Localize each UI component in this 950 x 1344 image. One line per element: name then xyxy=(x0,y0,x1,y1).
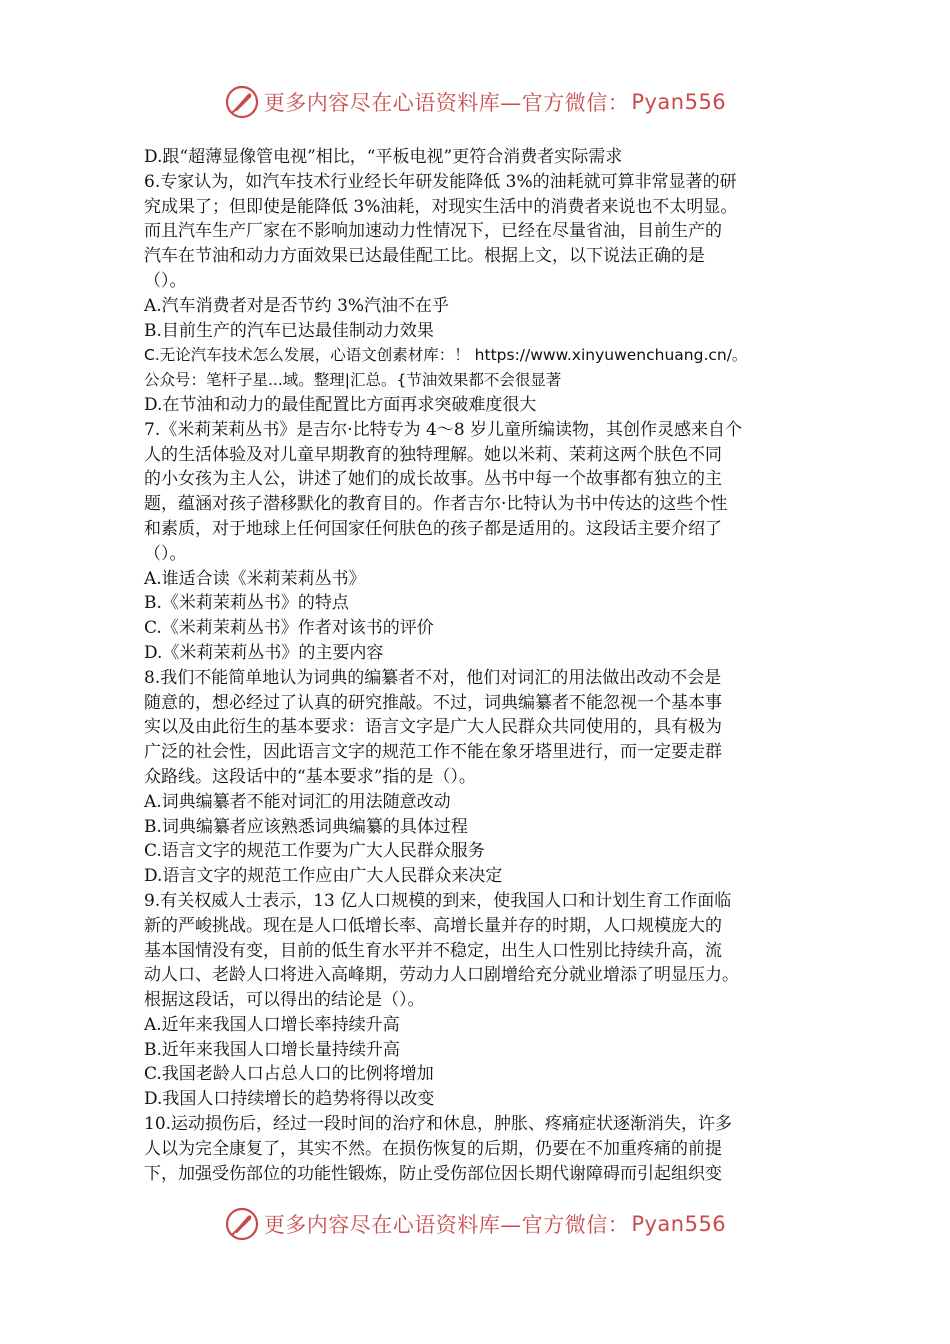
text-line: 7.《米莉茉莉丛书》是吉尔·比特专为 4～8 岁儿童所编读物，其创作灵感来自个 xyxy=(144,419,743,440)
document-body xyxy=(144,145,824,1186)
header-watermark-banner xyxy=(0,80,950,124)
text-line: A.词典编纂者不能对词汇的用法随意改动 xyxy=(144,791,451,812)
text-line: 10.运动损伤后，经过一段时间的治疗和休息，肿胀、疼痛症状逐渐消失，许多 xyxy=(144,1114,733,1135)
text-line: （）。 xyxy=(144,543,187,564)
text-line: 众路线。这段话中的“基本要求”指的是（）。 xyxy=(144,766,476,787)
quill-logo-icon xyxy=(224,84,260,120)
text-line: 新的严峻挑战。现在是人口低增长率、高增长量并存的时期，人口规模庞大的 xyxy=(144,915,722,936)
text-line: B.目前生产的汽车已达最佳制动力效果 xyxy=(144,320,434,341)
footer-wechat-id: Pyan556 xyxy=(631,1212,727,1236)
text-line: 动人口、老龄人口将进入高峰期，劳动力人口剧增给充分就业增添了明显压力。 xyxy=(144,965,739,986)
text-line: 8.我们不能简单地认为词典的编纂者不对，他们对词汇的用法做出改动不会是 xyxy=(144,667,722,688)
text-line: 实以及由此衍生的基本要求：语言文字是广大人民群众共同使用的，具有极为 xyxy=(144,717,722,738)
text-line: 基本国情没有变，目前的低生育水平并不稳定，出生人口性别比持续升高，流 xyxy=(144,940,722,961)
text-line: C.无论汽车技术怎么发展，心语文创素材库：！ https://www.xinyuwenchuang.cn/。 xyxy=(144,346,748,365)
text-line: 根据这段话，可以得出的结论是（）。 xyxy=(144,990,425,1011)
header-banner-text: 更多内容尽在心语资料库—官方微信： xyxy=(263,91,630,115)
text-line: C.《米莉茉莉丛书》作者对该书的评价 xyxy=(144,618,434,639)
quill-logo-icon xyxy=(224,1206,260,1242)
header-wechat-id: Pyan556 xyxy=(631,90,727,114)
text-line: C.语言文字的规范工作要为广大人民群众服务 xyxy=(144,841,485,862)
text-line: 随意的，想必经过了认真的研究推敲。不过，词典编纂者不能忽视一个基本事 xyxy=(144,692,722,713)
text-line: 题，蕴涵对孩子潜移默化的教育目的。作者吉尔·比特认为书中传达的这些个性 xyxy=(144,494,728,515)
text-line: D.我国人口持续增长的趋势将得以改变 xyxy=(144,1089,435,1110)
text-line: A.谁适合读《米莉茉莉丛书》 xyxy=(144,568,366,589)
text-line: 而且汽车生产厂家在不影响加速动力性情况下，已经在尽量省油，目前生产的 xyxy=(144,221,722,242)
text-line: 人以为完全康复了，其实不然。在损伤恢复的后期，仍要在不加重疼痛的前提 xyxy=(144,1138,722,1159)
footer-watermark-banner xyxy=(0,1202,950,1246)
text-line: 人的生活体验及对儿童早期教育的独特理解。她以米莉、茉莉这两个肤色不同 xyxy=(144,444,722,465)
footer-banner-text: 更多内容尽在心语资料库—官方微信： xyxy=(263,1213,630,1237)
text-line: （）。 xyxy=(144,270,187,291)
text-line: 公众号：笔杆子星...域。整理|汇总。{节油效果都不会很显著 xyxy=(144,371,562,390)
text-line: B.《米莉茉莉丛书》的特点 xyxy=(144,593,349,614)
text-line: 的小女孩为主人公，讲述了她们的成长故事。丛书中每一个故事都有独立的主 xyxy=(144,469,722,490)
text-line: 9.有关权威人士表示，13 亿人口规模的到来，使我国人口和计划生育工作面临 xyxy=(144,890,732,911)
text-line: C.我国老龄人口占总人口的比例将增加 xyxy=(144,1064,434,1085)
text-line: 广泛的社会性，因此语言文字的规范工作不能在象牙塔里进行，而一定要走群 xyxy=(144,742,722,763)
text-line: A.近年来我国人口增长率持续升高 xyxy=(144,1014,400,1035)
text-line: 下，加强受伤部位的功能性锻炼，防止受伤部位因长期代谢障碍而引起组织变 xyxy=(144,1163,722,1184)
text-line: D.跟“超薄显像管电视”相比，“平板电视”更符合消费者实际需求 xyxy=(144,147,623,167)
text-line: 究成果了；但即使是能降低 3%油耗，对现实生活中的消费者来说也不太明显。 xyxy=(144,196,738,217)
text-line: 6.专家认为，如汽车技术行业经长年研发能降低 3%的油耗就可算非常显著的研 xyxy=(144,171,737,192)
text-line: 汽车在节油和动力方面效果已达最佳配工比。根据上文，以下说法正确的是 xyxy=(144,246,705,267)
text-line: D.《米莉茉莉丛书》的主要内容 xyxy=(144,642,384,663)
text-line: D.语言文字的规范工作应由广大人民群众来决定 xyxy=(144,866,503,887)
text-line: A.汽车消费者对是否节约 3%汽油不在乎 xyxy=(144,295,450,316)
text-line: B.词典编纂者应该熟悉词典编纂的具体过程 xyxy=(144,816,468,837)
text-line: B.近年来我国人口增长量持续升高 xyxy=(144,1039,400,1060)
text-line: 和素质，对于地球上任何国家任何肤色的孩子都是适用的。这段话主要介绍了 xyxy=(144,518,722,539)
text-line: D.在节油和动力的最佳配置比方面再求突破难度很大 xyxy=(144,394,537,415)
